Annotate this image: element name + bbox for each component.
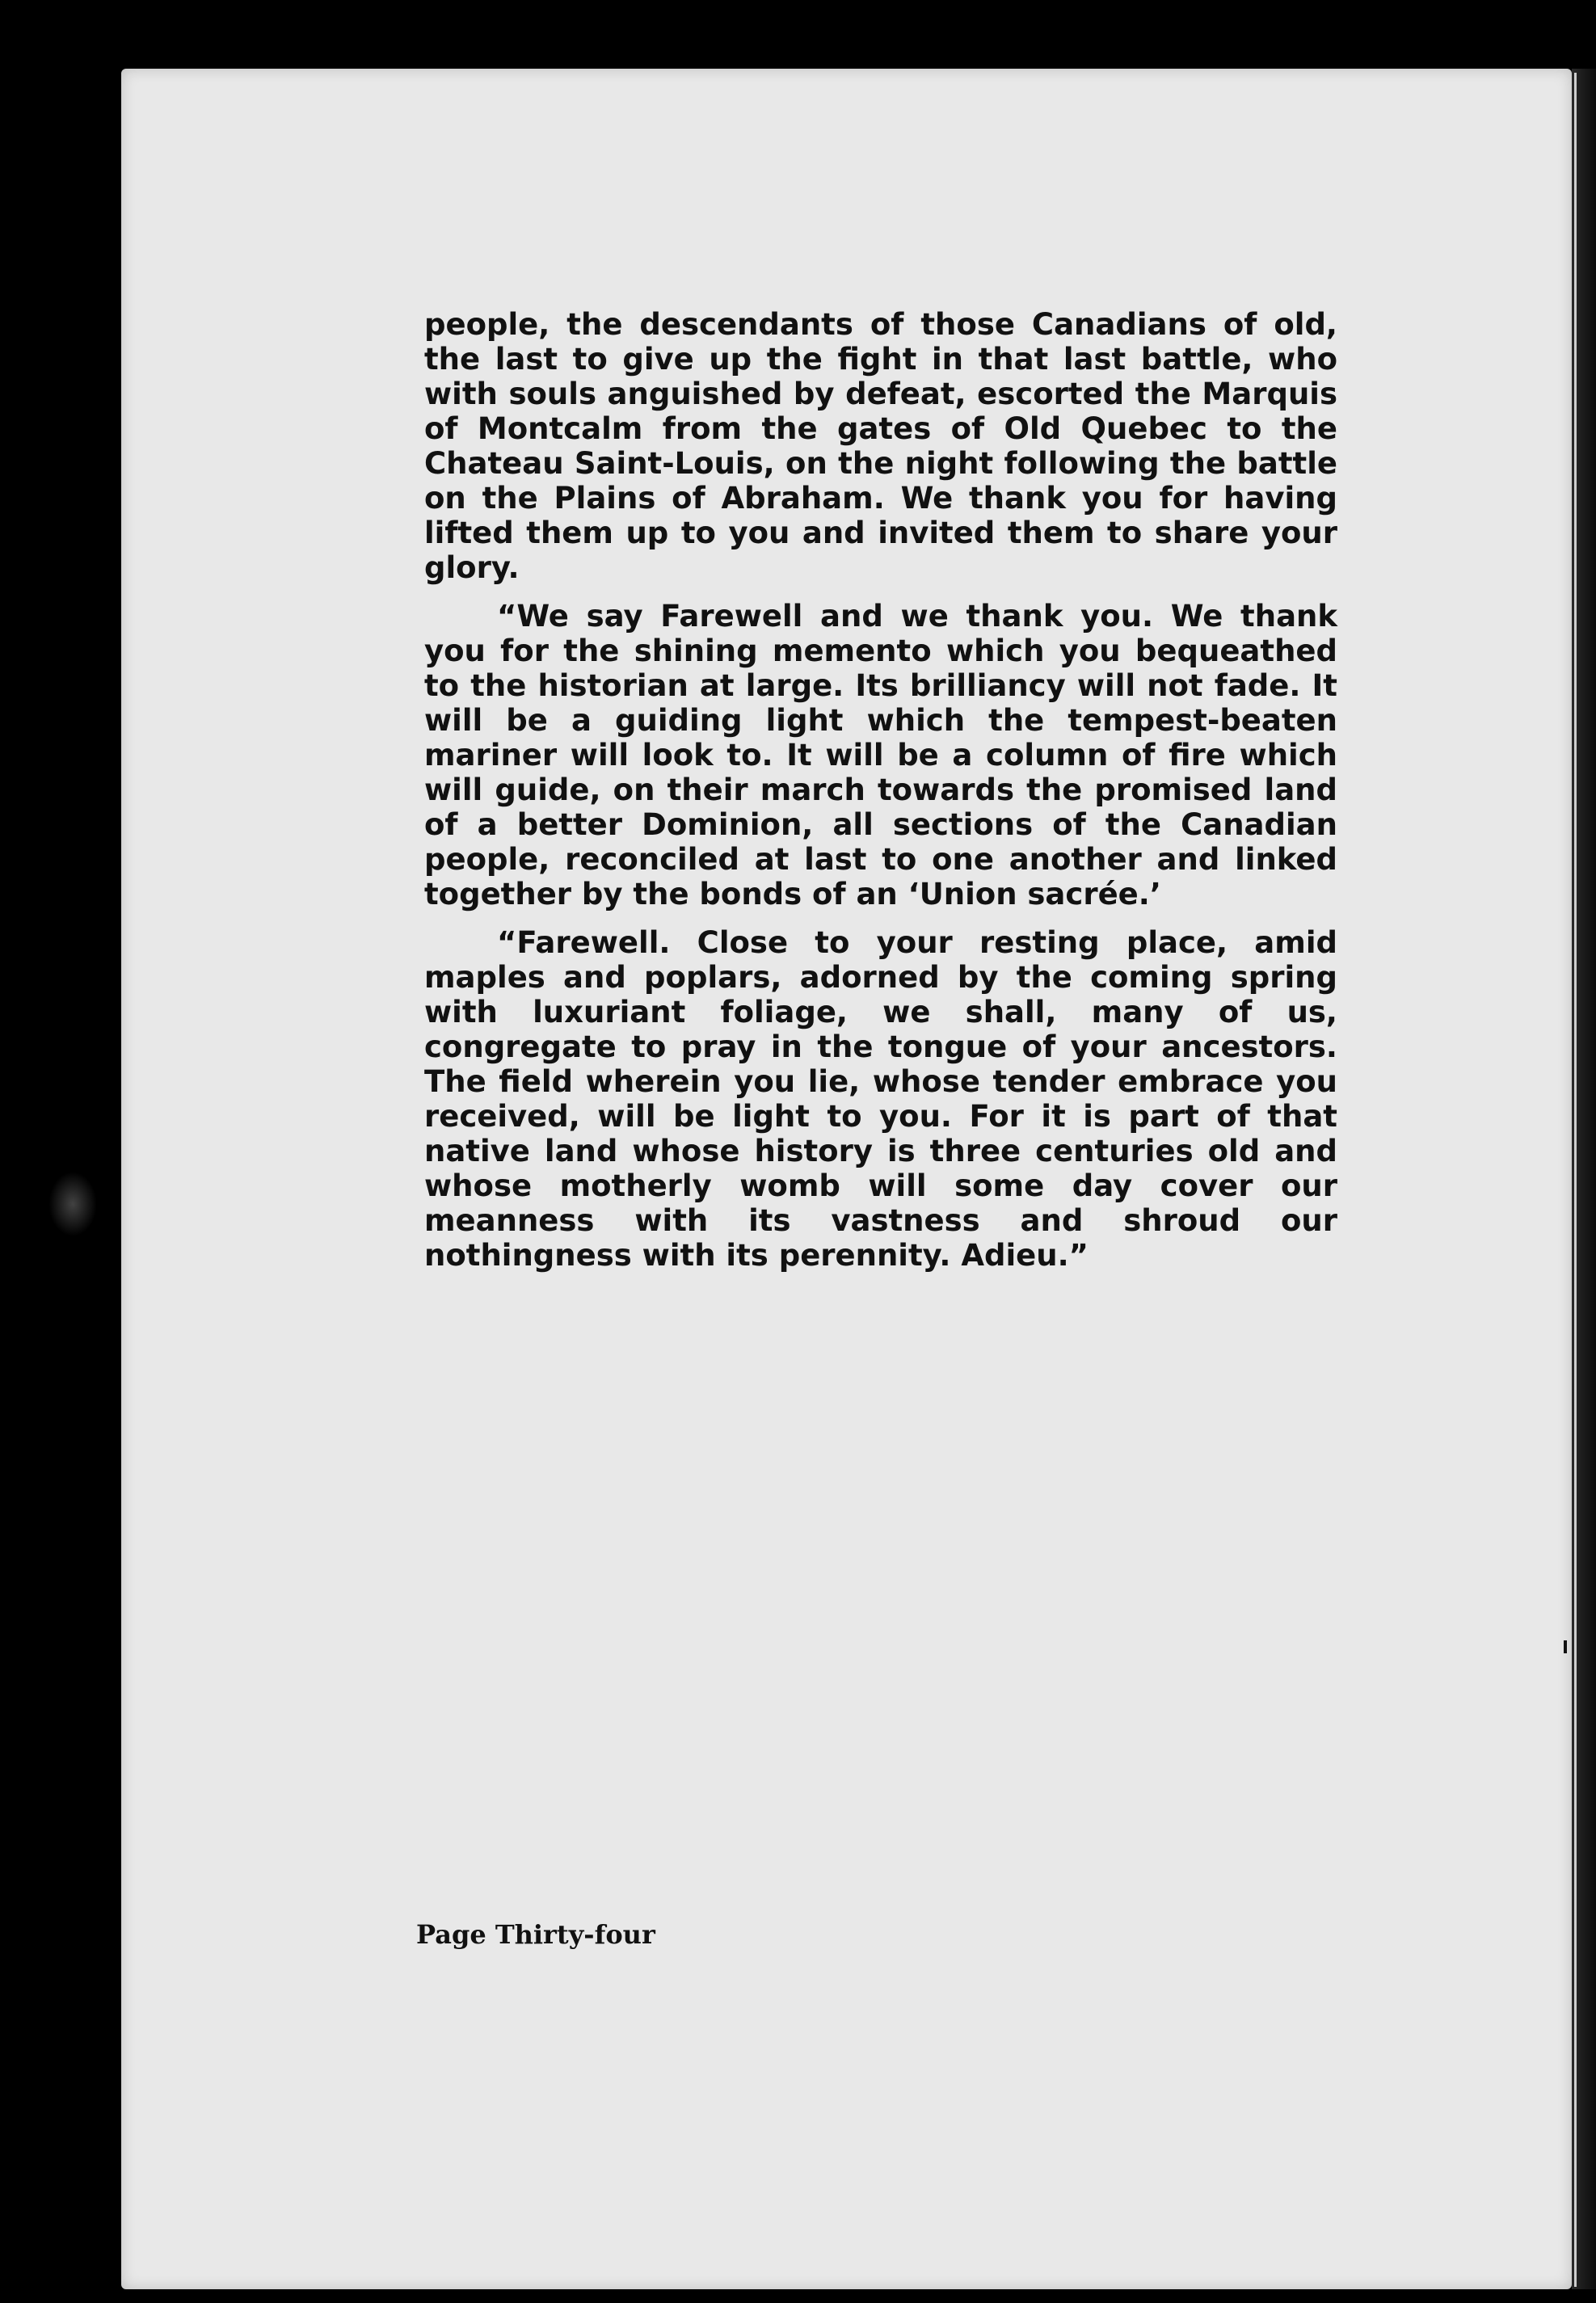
scan-mark (1564, 1640, 1567, 1653)
paragraph-3: “Farewell. Close to your resting place, amid maples and poplars, adorned by the coming spring with luxuriant foliage, we shall, many of us, congregate to pray in the tongue of your ancestors. The field wherein you lie, whose tender embrace you received, will be light to you. For it is part of that native land whose history is three centuries old and whose motherly womb will some day cover our meanness with its vastness and shroud our nothingness with its perennity. Adieu.” (424, 925, 1337, 1273)
paragraph-1: people, the descendants of those Canadians of old, the last to give up the fight in that last battle, who with souls anguished by defeat, escorted the Marquis of Montcalm from the gates of Old Quebec to the Chateau Saint-Louis, on the night following the battle on the Plains of Abraham. We thank you for having lifted them up to you and invited them to share your glory. (424, 307, 1337, 585)
page-edge-highlight (1574, 73, 1577, 2287)
page-number: Page Thirty-four (416, 1919, 655, 1950)
body-text (424, 307, 1337, 1286)
scan-smudge (48, 1172, 97, 1236)
paragraph-2: “We say Farewell and we thank you. We thank you for the shining memento which you bequeathed to the historian at large. Its brilliancy will not fade. It will be a guiding light which the tempest-beaten mariner will look to. It will be a column of fire which will guide, on their march towards the promised land of a better Dominion, all sections of the Canadian people, reconciled at last to one another and linked together by the bonds of an ‘Union sacrée.’ (424, 599, 1337, 912)
